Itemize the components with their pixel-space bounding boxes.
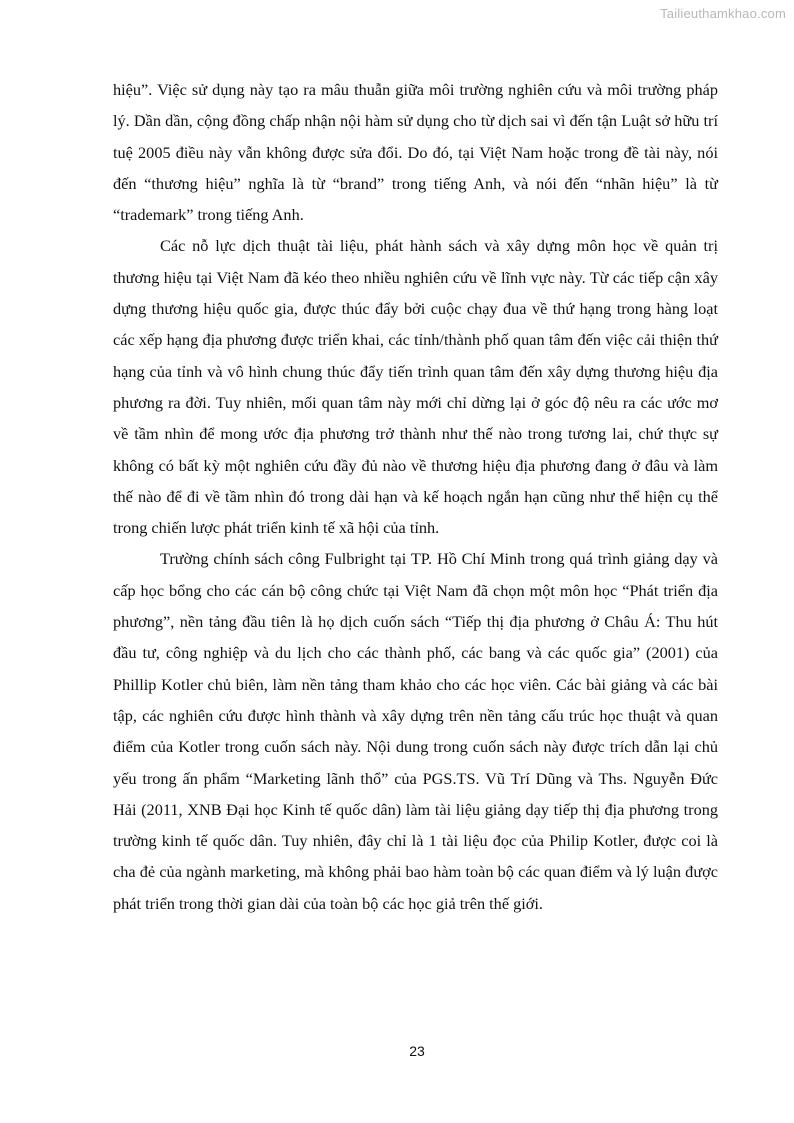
paragraph-local-branding-research: Các nỗ lực dịch thuật tài liệu, phát hành sách và xây dựng môn học về quản trị thương hiệu tại Việt Nam đã kéo theo nhiều nghiên cứu về lĩnh vực này. Từ các tiếp cận xây dựng thương hiệu quốc gia, được thúc đẩy bởi cuộc chạy đua về thứ hạng trong hàng loạt các xếp hạng địa phương được triển khai, các tỉnh/thành phố quan tâm đến việc cải thiện thứ hạng của tỉnh và vô hình chung thúc đẩy tiến trình quan tâm đến xây dựng thương hiệu địa phương ra đời. Tuy nhiên, mối quan tâm này mới chỉ dừng lại ở góc độ nêu ra các ước mơ về tầm nhìn để mong ước địa phương trở thành như thế nào trong tương lai, chứ thực sự không có bất kỳ một nghiên cứu đầy đủ nào về thương hiệu địa phương đang ở đâu và làm thế nào để đi về tầm nhìn đó trong dài hạn và kế hoạch ngắn hạn cũng như thể hiện cụ thể trong chiến lược phát triển kinh tế xã hội của tỉnh. (113, 236, 718, 538)
page-number: 23 (409, 1043, 425, 1059)
document-body (113, 74, 718, 919)
watermark: Tailieuthamkhao.com (660, 6, 786, 21)
paragraph-continuation: hiệu”. Việc sử dụng này tạo ra mâu thuẫn giữa môi trường nghiên cứu và môi trường pháp lý. Dần dần, cộng đồng chấp nhận nội hàm sử dụng cho từ dịch sai vì đến tận Luật sở hữu trí tuệ 2005 điều này vẫn không được sửa đổi. Do đó, tại Việt Nam hoặc trong đề tài này, nói đến “thương hiệu” nghĩa là từ “brand” trong tiếng Anh, và nói đến “nhãn hiệu” là từ “trademark” trong tiếng Anh. (113, 80, 718, 225)
paragraph-fulbright-school: Trường chính sách công Fulbright tại TP. Hồ Chí Minh trong quá trình giảng dạy và cấp học bổng cho các cán bộ công chức tại Việt Nam đã chọn một môn học “Phát triển địa phương”, nền tảng đầu tiên là họ dịch cuốn sách “Tiếp thị địa phương ở Châu Á: Thu hút đầu tư, công nghiệp và du lịch cho các thành phố, các bang và các quốc gia” (2001) của Phillip Kotler chủ biên, làm nền tảng tham khảo cho các học viên. Các bài giảng và các bài tập, các nghiên cứu được hình thành và xây dựng trên nền tảng cấu trúc học thuật và quan điểm của Kotler trong cuốn sách này. Nội dung trong cuốn sách này được trích dẫn lại chủ yếu trong ấn phẩm “Marketing lãnh thổ” của PGS.TS. Vũ Trí Dũng và Ths. Nguyễn Đức Hải (2011, XNB Đại học Kinh tế quốc dân) làm tài liệu giảng dạy tiếp thị địa phương trong trường kinh tế quốc dân. Tuy nhiên, đây chỉ là 1 tài liệu đọc của Philip Kotler, được coi là cha đẻ của ngành marketing, mà không phải bao hàm toàn bộ các quan điểm và lý luận được phát triển trong thời gian dài của toàn bộ các học giả trên thế giới. (113, 549, 718, 913)
